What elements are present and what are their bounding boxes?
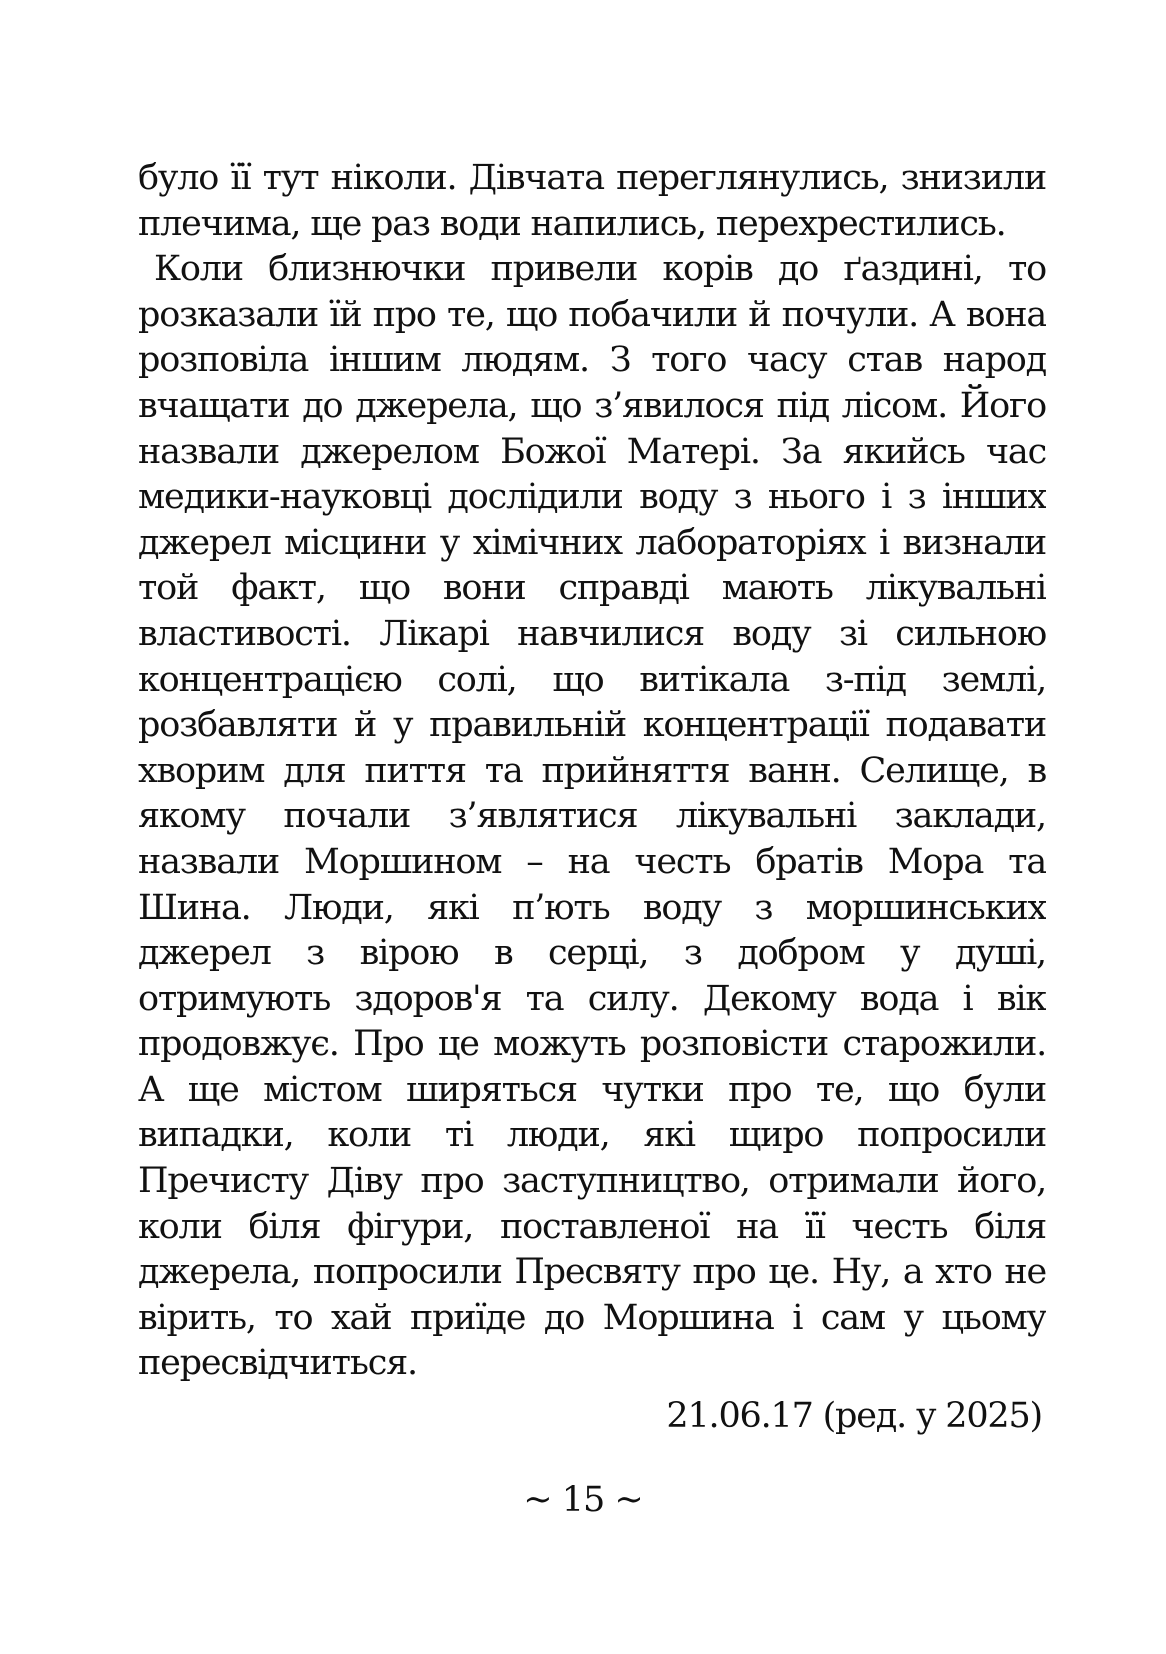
text-line: коли біля фігури, поставленої на її честь біля <box>138 1206 1046 1247</box>
paragraph-first-line: Коли близнючки привели корів до ґаздині, то <box>154 249 1046 290</box>
text-line: джерел з вірою в серці, з добром у душі, <box>138 933 1046 974</box>
text-line: розповіла іншим людям. З того часу став народ <box>138 340 1046 381</box>
text-line: випадки, коли ті люди, які щиро попросили <box>138 1115 1046 1156</box>
text-line: концентрацією солі, що витікала з-під землі, <box>138 659 1046 700</box>
text-line: хворим для пиття та прийняття ванн. Селище, в <box>138 750 1046 791</box>
text-line: вірить, то хай приїде до Моршина і сам у цьому <box>138 1297 1046 1338</box>
text-line: продовжує. Про це можуть розповісти старожили. <box>138 1024 1046 1065</box>
text-line: А ще містом ширяться чутки про те, що були <box>138 1069 1046 1110</box>
text-line: властивості. Лікарі навчилися воду зі сильною <box>138 613 1046 654</box>
text-line: якому почали з’являтися лікувальні заклади, <box>138 796 1046 837</box>
paragraph-last-line: пересвідчиться. <box>138 1343 417 1384</box>
text-line: Пречисту Діву про заступництво, отримали його, <box>138 1161 1046 1202</box>
text-line: було її тут ніколи. Дівчата переглянулись, знизили <box>138 158 1046 198</box>
text-line: назвали джерелом Божої Матері. За якийсь час <box>138 431 1046 472</box>
page-number: ~ 15 ~ <box>523 1480 643 1520</box>
date-signature: 21.06.17 (ред. у 2025) <box>666 1396 1042 1436</box>
body-text <box>138 156 1046 1387</box>
text-line: джерела, попросили Пресвяту про це. Ну, а хто не <box>138 1252 1046 1293</box>
text-line: назвали Моршином – на честь братів Мора та <box>138 841 1046 882</box>
text-line: Шина. Люди, які п’ють воду з моршинських <box>138 887 1046 928</box>
text-line: джерел місцини у хімічних лабораторіях і визнали <box>138 522 1046 563</box>
text-line: розбавляти й у правильній концентрації подавати <box>138 705 1046 746</box>
text-line: плечима, ще раз води напились, перехрестились. <box>138 203 1006 244</box>
text-line: отримують здоров'я та силу. Декому вода і вік <box>138 978 1046 1019</box>
text-line: вчащати до джерела, що з’явилося під лісом. Його <box>138 385 1046 426</box>
text-line: розказали їй про те, що побачили й почули. А вона <box>138 294 1046 335</box>
text-line: медики-науковці дослідили воду з нього і з інших <box>138 477 1046 518</box>
text-line: той факт, що вони справді мають лікувальні <box>138 568 1046 609</box>
